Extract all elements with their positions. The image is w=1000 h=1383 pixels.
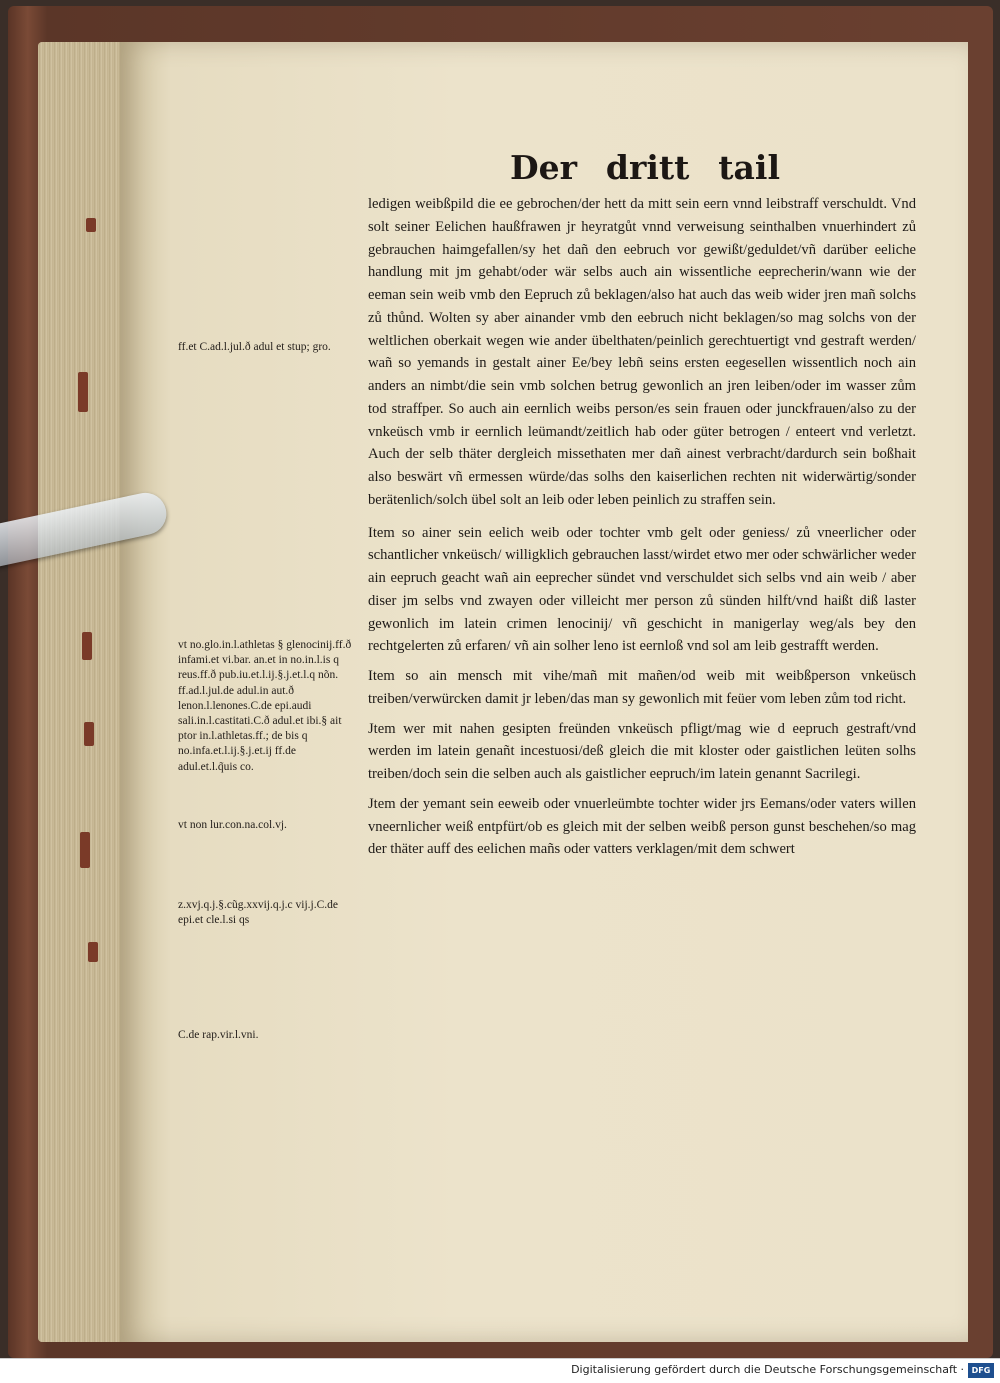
margin-gloss: ff.et C.ad.l.jul.ð adul et stup; gro.	[178, 341, 331, 353]
header-word: Der	[510, 148, 577, 187]
page-header	[510, 148, 780, 187]
page-marker-tab	[78, 372, 88, 412]
page-fore-edge	[38, 42, 130, 1342]
paragraph: Jtem wer mit nahen gesipten freünden vnkeüsch pfligt/mag wie d eepruch gestraft/vnd werden im latein genañt incestuosi/deß gleich die mit kloster oder gaistlichen leüten solhs treiben/doch sein die selben auch als gaistlicher eepruch/im latein genannt Sacrilegi.	[368, 720, 916, 782]
page-marker-tab	[86, 218, 96, 232]
margin-gloss: z.xvj.q.j.§.cũg.xxvij.q.j.c vij.j.C.de epi.et cle.l.si qs	[178, 899, 339, 927]
paragraph: Jtem der yemant sein eeweib oder vnuerleümbte tochter wider jrs Eemans/oder vaters willen vneernlicher weiß entpfürt/ob es gleich mit der selben weibß person gunst beschehen/so mag der thäter auff des eelichen mañs oder vatters verklagen/mit dem schwert	[368, 795, 916, 858]
page-marker-tab	[84, 722, 94, 746]
margin-gloss: C.de rap.vir.l.vni.	[178, 1029, 259, 1041]
dfg-logo: DFG	[968, 1363, 994, 1378]
paragraph: ledigen weibßpild die ee gebrochen/der hett da mitt sein eern vnnd leibstraff verschuldt. Vnd solt seiner Eelichen haußfrawen jr heyratgůt vnnd verweisung seinthalben vnuerhindert zů gebrauchen haimgefallen/sy het dañ den eebruch vor gewißt/geduldet/vñ darüber eeliche handlung mit jm gehabt/oder wär selbs auch ain wissentliche eeprecherin/wann wie der eeman sein weib vmb den Eepruch zů beklagen/also hat auch das weib wider jren mañ solchs zů thůnd. Wolten sy aber ainander vmb den eebruch nicht beklagen/so mag solchs von der weltlichen oberkait wegen wie ander übelthaten/peinlich gerechtuertigt vnd gestraft werden/ wañ so yemands in gestalt ainer Ee/bey lebñ seins ersten eegesellen wissentlich noch ain anders an nimbt/die sein vmb solchen betrug gewonlich an jren leiben/oder im wasser zům tod straffper. So auch ain eernlich weibs person/es sein frauen oder junckfrauen/also zu der vnkeüsch vmb ir eernlich leümandt/zeitlich hab oder güter betrogen / entеert vnd verletzt. Auch der selb thäter dergleich missethaten mer dañ ainest verbracht/dardurch sein boßhait also beswärt vñ ermessen würde/das solhs den kaiserlichen rechten nit widerwärtig/sonder berätenlich/solch übel solt an leib oder leben peinlich zu straffen sein.	[368, 196, 916, 508]
header-word: tail	[718, 148, 780, 187]
header-word: dritt	[605, 148, 690, 187]
page-marker-tab	[80, 832, 90, 868]
paragraph: Item so ainer sein eelich weib oder tochter vmb gelt oder geniess/ zů vneerlicher oder schantlicher vnkeüsch/ willigklich gebrauchen lasst/wirdet etwo mer oder schwärlicher weder ain eepruch geacht wañ ain eeprecher sündet vnd verschuldet sich selbs vnd ain weib / aber diser jm selbs vnd zwayen oder villeicht mer person zů sünden hilft/vnd haißt diß laster gewonlich im latein crimen lenocinij/ vñ geschicht in manigerlay weg/als bey den rechtgelerten zů erfaren/ vñ ain solher leno ist eernloß vnd sol am leib gestrafft werden.	[368, 524, 916, 655]
main-text	[368, 193, 916, 868]
margin-gloss: vt non lur.con.na.col.vj.	[178, 819, 287, 831]
funding-notice: Digitalisierung gefördert durch die Deutsche Forschungsgemeinschaft ·	[571, 1363, 964, 1376]
footer-bar	[0, 1358, 1000, 1383]
page-marker-tab	[82, 632, 92, 660]
margin-gloss: vt no.glo.in.l.athletas § glenocinij.ff.ð infami.et vi.bar. an.et in no.in.l.is q reus.ff.ð pub.iu.et.l.ij.§.j.et.l.q nõn. ff.ad.l.jul.de adul.in aut.ð lenon.l.lenones.C.de epi.audi sali.in.l.castitati.C.ð adul.et ibi.§ ait ptor in.l.athletas.ff.; de bis q no.infa.et.l.ij.§.j.et.ij ff.de adul.et.l.q̃uis co.	[178, 639, 352, 773]
page-marker-tab	[88, 942, 98, 962]
paragraph: Item so ain mensch mit vihe/mañ mit mañen/od weib mit weibßperson vnkeüsch treiben/verwürcken damit jr leben/das man sy gewonlich mit feüer vom leben zům tod richt.	[368, 668, 916, 707]
